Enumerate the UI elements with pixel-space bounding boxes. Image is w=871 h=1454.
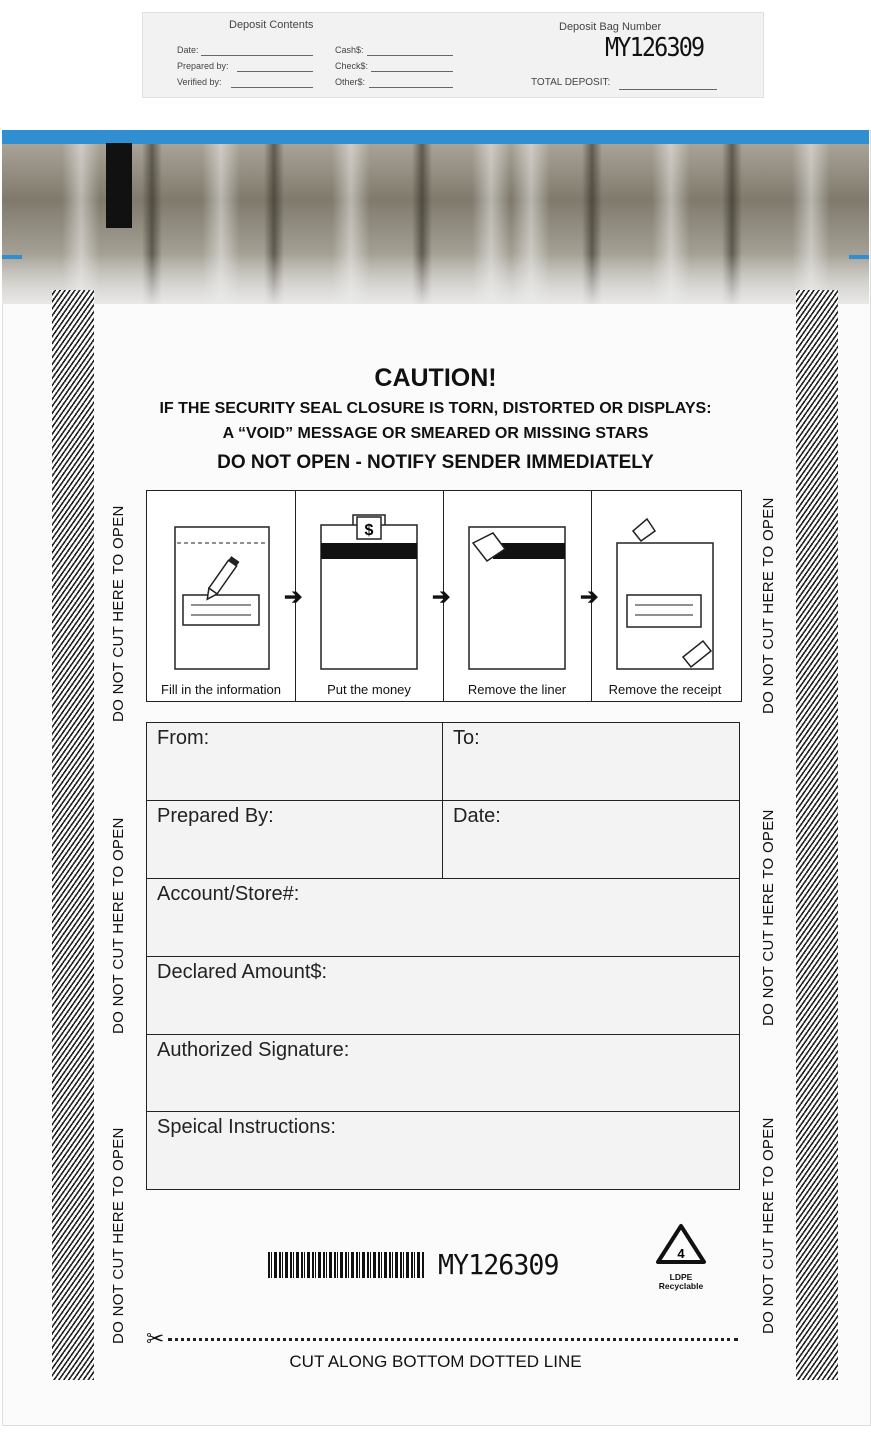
remove-receipt-icon — [591, 491, 739, 681]
arrow-icon: ➔ — [284, 584, 303, 609]
fill-info-icon — [147, 491, 295, 681]
right-cut-warning: DO NOT CUT HERE TO OPEN — [760, 809, 777, 1026]
dollar-icon: $ — [364, 522, 374, 539]
step-remove-liner — [443, 491, 592, 701]
prepared-by-field[interactable] — [147, 801, 443, 878]
form-row — [147, 723, 739, 801]
signature-label: Authorized Signature: — [157, 1039, 350, 1061]
left-cut-warning: DO NOT CUT HERE TO OPEN — [110, 505, 127, 722]
recycle-note: Recyclable — [658, 1281, 704, 1291]
declared-amount-field[interactable] — [147, 957, 739, 1035]
bag-number-title: Deposit Bag Number — [559, 21, 662, 33]
prepared-by-label: Prepared By: — [157, 805, 274, 827]
total-deposit-line — [619, 89, 717, 90]
to-label: To: — [453, 727, 480, 749]
step-fill-info — [147, 491, 296, 701]
recycle-symbol — [652, 1222, 710, 1292]
receipt-verified-line — [231, 87, 313, 88]
cut-instruction: CUT ALONG BOTTOM DOTTED LINE — [289, 1352, 582, 1371]
scissors-icon: ✂ — [146, 1326, 165, 1351]
receipt-prepared-label: Prepared by: — [177, 61, 229, 71]
put-money-icon — [295, 491, 443, 681]
right-cut-warning: DO NOT CUT HERE TO OPEN — [760, 497, 777, 714]
deposit-contents-title: Deposit Contents — [229, 19, 314, 31]
step-put-money — [295, 491, 444, 701]
left-cut-warning: DO NOT CUT HERE TO OPEN — [110, 1127, 127, 1344]
receipt-check-line — [371, 71, 453, 72]
caution-line-3: DO NOT OPEN - NOTIFY SENDER IMMEDIATELY — [217, 452, 654, 473]
from-label: From: — [157, 727, 210, 749]
receipt-other-line — [369, 87, 453, 88]
to-field[interactable] — [443, 723, 739, 800]
receipt-date-label: Date: — [177, 45, 199, 55]
seal-blue-strip — [2, 130, 869, 144]
arrow-icon: ➔ — [580, 584, 599, 609]
signature-field[interactable] — [147, 1035, 739, 1112]
security-seal[interactable] — [2, 144, 869, 304]
total-deposit-label: TOTAL DEPOSIT: — [531, 77, 611, 88]
seal-tab[interactable] — [106, 143, 132, 228]
form-row — [147, 801, 739, 879]
receipt-verified-label: Verified by: — [177, 77, 222, 87]
special-instructions-field[interactable] — [147, 1112, 739, 1189]
receipt-check-label: Check$: — [335, 61, 369, 71]
step-label: Fill in the information — [161, 682, 281, 697]
recycle-code: 4 — [677, 1246, 685, 1261]
remove-liner-icon — [443, 491, 591, 681]
special-instructions-label: Speical Instructions: — [157, 1116, 336, 1138]
account-label: Account/Store#: — [157, 883, 300, 905]
barcode-number: MY126309 — [438, 1248, 559, 1281]
step-label: Put the money — [327, 682, 411, 697]
cut-dotted-line[interactable] — [168, 1338, 738, 1341]
left-cut-warning: DO NOT CUT HERE TO OPEN — [110, 817, 127, 1034]
receipt-strip[interactable] — [142, 12, 764, 98]
receipt-prepared-line — [237, 71, 313, 72]
barcode — [268, 1252, 424, 1278]
step-remove-receipt — [591, 491, 739, 701]
caution-title: CAUTION! — [374, 364, 497, 392]
step-label: Remove the liner — [467, 682, 567, 697]
recycle-material: LDPE — [669, 1272, 693, 1282]
receipt-cash-line — [367, 55, 453, 56]
receipt-date-line — [201, 55, 313, 56]
step-label: Remove the receipt — [608, 682, 722, 697]
right-cut-warning: DO NOT CUT HERE TO OPEN — [760, 1117, 777, 1334]
date-field[interactable] — [443, 801, 739, 878]
receipt-bag-number: MY126309 — [605, 33, 704, 63]
caution-line-2: A “VOID” MESSAGE OR SMEARED OR MISSING STARS — [222, 425, 649, 442]
from-field[interactable] — [147, 723, 443, 800]
account-field[interactable] — [147, 879, 739, 957]
seal-blue-end — [2, 255, 22, 259]
arrow-icon: ➔ — [432, 584, 451, 609]
deposit-form — [146, 722, 740, 1190]
recycle-icon — [652, 1222, 710, 1268]
receipt-other-label: Other$: — [335, 77, 366, 87]
declared-amount-label: Declared Amount$: — [157, 961, 328, 983]
caution-line-1: IF THE SECURITY SEAL CLOSURE IS TORN, DISTORTED OR DISPLAYS: — [159, 400, 712, 417]
seal-blue-end — [849, 255, 869, 259]
seal-edge — [2, 254, 869, 304]
receipt-cash-label: Cash$: — [335, 45, 364, 55]
date-label: Date: — [453, 805, 501, 827]
